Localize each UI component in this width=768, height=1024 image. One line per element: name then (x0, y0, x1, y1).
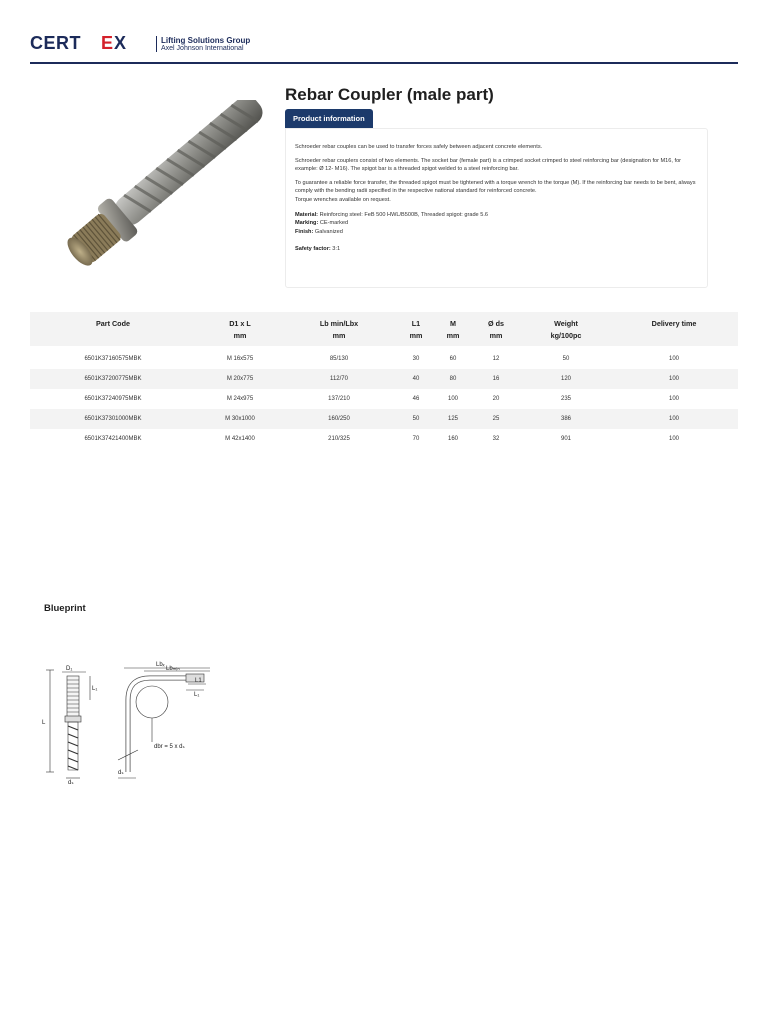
product-title: Rebar Coupler (male part) (285, 85, 494, 104)
label-lbmin: Lbₘᵢₙ (166, 666, 180, 672)
table-cell: 40 (412, 376, 420, 382)
table-cell: 120 (560, 376, 571, 382)
label-ds-left: dₛ (68, 780, 74, 785)
tagline-primary: Lifting Solutions Group (161, 36, 251, 45)
table-header-row (30, 312, 738, 346)
table-cell: M 24x975 (226, 396, 254, 402)
column-header: Weight kg/100pc (550, 319, 582, 340)
label-l1-b: L₁ (194, 692, 200, 698)
description-paragraph: Schroeder rebar couples can be used to transfer forces safely between adjacent concrete elements. (295, 144, 543, 150)
column-header: Ø ds mm (488, 319, 504, 340)
column-header: Lb min/Lbx mm (319, 319, 359, 340)
table-cell: 210/325 (328, 436, 350, 442)
label-l: L (42, 720, 46, 726)
column-header: D1 x L mm (229, 319, 251, 340)
table-cell: M 20x775 (226, 376, 254, 382)
table-cell: M 30x1000 (225, 416, 255, 422)
table-cell: M 16x575 (226, 356, 254, 362)
table-cell: 30 (412, 356, 420, 362)
table-cell: 160/250 (328, 416, 350, 422)
table-cell: 6501K37421400MBK (84, 436, 142, 442)
label-lbx: Lbₓ (156, 662, 165, 668)
blueprint-heading: Blueprint (44, 603, 86, 614)
table-row (30, 409, 738, 429)
table-cell: 125 (447, 416, 458, 422)
tagline-secondary: Axel Johnson International (161, 45, 244, 52)
table-cell: 25 (492, 416, 500, 422)
table-cell: 160 (447, 436, 458, 442)
label-dbr: dbr = 5 x dₛ (154, 744, 185, 750)
column-header: M mm (446, 319, 460, 340)
table-row (30, 389, 738, 409)
label-ds-right: dₛ (118, 770, 124, 776)
table-cell: 100 (668, 436, 679, 442)
table-cell: 20 (492, 396, 500, 402)
table-cell: 100 (668, 356, 679, 362)
table-cell: 100 (668, 396, 679, 402)
description-paragraph: To guarantee a reliable force transfer, the threaded spigot must be tightened with a torque wrench to the torque (M). If the reinforcing bar needs to be bent, always comply with the bending radii specified in the respective national standard for reinforced concrete. (295, 179, 696, 195)
spec-safety-factor: Safety factor: 3:1 (295, 246, 341, 253)
description-paragraph: Torque wrenches available on request. (295, 196, 391, 203)
header-rule (30, 62, 738, 64)
logo-text-cert: CERT (30, 34, 81, 52)
table-cell: 85/130 (329, 356, 349, 362)
spec-material: Material: Reinforcing steel: FeB 500 HWL/B500B, Threaded spigot: grade 5.6 (295, 211, 488, 218)
table-cell: 80 (449, 376, 457, 382)
spec-marking: Marking: CE-marked (295, 220, 349, 227)
blueprint-drawing (40, 660, 220, 785)
column-header: Delivery time (651, 319, 697, 328)
column-header: Part Code (96, 319, 130, 328)
tab-product-information[interactable]: Product information (285, 109, 373, 128)
table-cell: 50 (562, 356, 570, 362)
certex-logo[interactable] (30, 34, 152, 52)
table-cell: 32 (492, 436, 500, 442)
table-cell: 70 (412, 436, 420, 442)
table-cell: 112/70 (330, 376, 348, 382)
table-cell: 12 (492, 356, 500, 362)
page-header (0, 0, 768, 66)
table-cell: 901 (560, 436, 571, 442)
label-l1-left: L₁ (92, 686, 98, 692)
table-cell: 100 (668, 376, 679, 382)
table-row (30, 429, 738, 449)
spec-list (295, 211, 698, 237)
column-header: L1 mm (409, 319, 423, 340)
table-body (30, 346, 738, 449)
logo-text-e: E (101, 34, 114, 52)
product-variants-table (30, 312, 738, 449)
table-cell: M 42x1400 (225, 436, 255, 442)
table-cell: 235 (560, 396, 571, 402)
table-cell: 386 (560, 416, 571, 422)
table-row (30, 369, 738, 389)
table-row (30, 349, 738, 369)
table-cell: 50 (412, 416, 420, 422)
table-cell: 6501K37200775MBK (84, 376, 142, 382)
table-cell: 46 (412, 396, 420, 402)
table-cell: 6501K37160575MBK (84, 356, 142, 362)
table-cell: 60 (449, 356, 457, 362)
product-information-panel (285, 128, 708, 288)
table-cell: 6501K37240975MBK (84, 396, 142, 402)
product-image-rebar-coupler (40, 100, 270, 280)
label-l1-a: L1 (195, 678, 202, 684)
table-cell: 100 (447, 396, 458, 402)
table-cell: 137/210 (328, 396, 350, 402)
logo-divider (156, 36, 157, 52)
table-cell: 100 (668, 416, 679, 422)
description-paragraph: Schroeder rebar couplers consist of two elements. The socket bar (female part) is a crimped socket crimped to steel reinforcing bar (designation for M16, for example: Ø 12- M16). The spigot bar is a threaded spigot welded to a steel reinforcing bar. (295, 157, 682, 173)
table-cell: 16 (492, 376, 500, 382)
table-cell: 6501K37301000MBK (84, 416, 142, 422)
label-d1: D₁ (66, 666, 73, 672)
logo-text-x: X (114, 34, 127, 52)
spec-finish: Finish: Galvanized (295, 228, 343, 235)
